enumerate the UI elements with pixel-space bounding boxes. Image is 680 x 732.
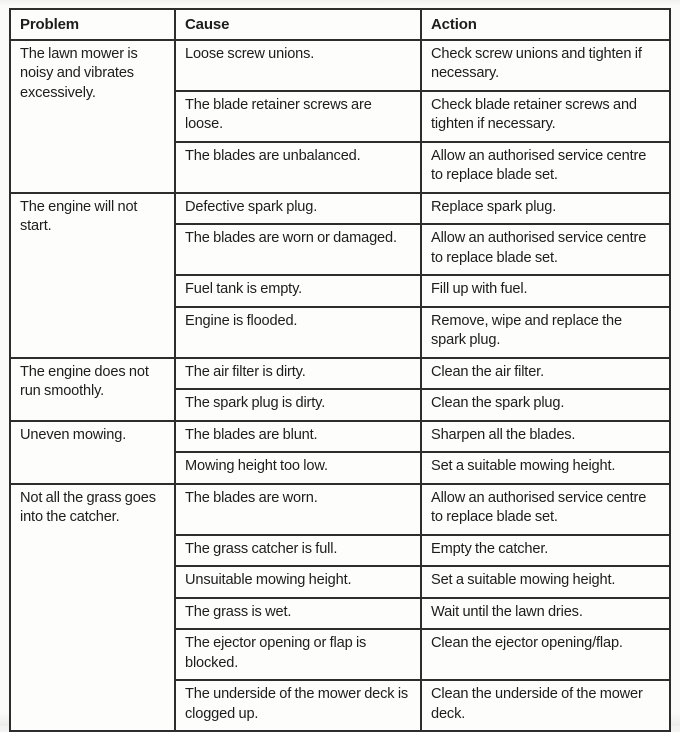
action-cell: Empty the catcher.	[421, 535, 670, 567]
cause-cell: The spark plug is dirty.	[175, 389, 421, 421]
action-cell: Remove, wipe and replace the spark plug.	[421, 307, 670, 358]
action-cell: Replace spark plug.	[421, 193, 670, 225]
problem-cell: The lawn mower is noisy and vibrates excessively.	[10, 40, 175, 193]
action-cell: Set a suitable mowing height.	[421, 566, 670, 598]
problem-cell: The engine will not start.	[10, 193, 175, 358]
problem-cell: Uneven mowing.	[10, 421, 175, 484]
header-cause: Cause	[175, 9, 421, 40]
table-row	[10, 193, 670, 225]
cause-cell: The blades are unbalanced.	[175, 142, 421, 193]
cause-cell: The blades are blunt.	[175, 421, 421, 453]
action-cell: Check blade retainer screws and tighten if necessary.	[421, 91, 670, 142]
action-cell: Clean the spark plug.	[421, 389, 670, 421]
cause-cell: Fuel tank is empty.	[175, 275, 421, 307]
cause-cell: Loose screw unions.	[175, 40, 421, 91]
header-action: Action	[421, 9, 670, 40]
cause-cell: The ejector opening or flap is blocked.	[175, 629, 421, 680]
cause-cell: The grass catcher is full.	[175, 535, 421, 567]
table-row	[10, 421, 670, 453]
problem-cell: Not all the grass goes into the catcher.	[10, 484, 175, 732]
action-cell: Allow an authorised service centre to replace blade set.	[421, 484, 670, 535]
cause-cell: The grass is wet.	[175, 598, 421, 630]
cause-cell: Unsuitable mowing height.	[175, 566, 421, 598]
action-cell: Allow an authorised service centre to replace blade set.	[421, 142, 670, 193]
action-cell: Fill up with fuel.	[421, 275, 670, 307]
table-row	[10, 484, 670, 535]
cause-cell: Mowing height too low.	[175, 452, 421, 484]
action-cell: Wait until the lawn dries.	[421, 598, 670, 630]
action-cell: Clean the air filter.	[421, 358, 670, 390]
header-row	[10, 9, 670, 40]
action-cell: Sharpen all the blades.	[421, 421, 670, 453]
table-row	[10, 358, 670, 390]
action-cell: Allow an authorised service centre to replace blade set.	[421, 224, 670, 275]
problem-cell: The engine does not run smoothly.	[10, 358, 175, 421]
cause-cell: The blade retainer screws are loose.	[175, 91, 421, 142]
cause-cell: The blades are worn.	[175, 484, 421, 535]
cause-cell: Defective spark plug.	[175, 193, 421, 225]
cause-cell: The blades are worn or damaged.	[175, 224, 421, 275]
cause-cell: The air filter is dirty.	[175, 358, 421, 390]
action-cell: Clean the ejector opening/flap.	[421, 629, 670, 680]
header-problem: Problem	[10, 9, 175, 40]
action-cell: Check screw unions and tighten if necessary.	[421, 40, 670, 91]
action-cell: Clean the underside of the mower deck.	[421, 680, 670, 731]
action-cell: Set a suitable mowing height.	[421, 452, 670, 484]
troubleshooting-table	[9, 8, 671, 732]
cause-cell: Engine is flooded.	[175, 307, 421, 358]
cause-cell: The underside of the mower deck is clogged up.	[175, 680, 421, 731]
table-row	[10, 40, 670, 91]
